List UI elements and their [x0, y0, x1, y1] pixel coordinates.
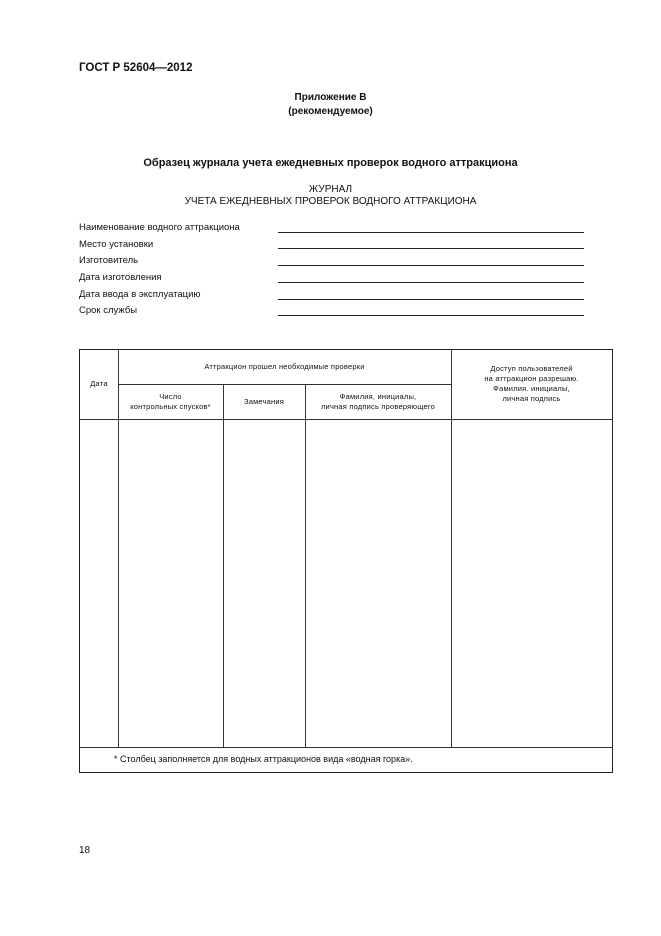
journal-title-line1: ЖУРНАЛ [308, 184, 353, 195]
col-checks-header: Аттракцион прошел необходимые проверки [204, 362, 365, 371]
divider-footnote [80, 747, 612, 748]
field-line-location [278, 248, 584, 249]
field-line-manufacture-date [278, 282, 584, 283]
field-label-name: Наименование водного аттракциона [79, 222, 240, 233]
page-number: 18 [79, 845, 91, 856]
field-label-manufacture-date: Дата изготовления [79, 272, 162, 283]
col-signature-header [305, 392, 451, 412]
col-access-header [451, 364, 612, 404]
appendix-heading [0, 91, 661, 119]
field-label-commission-date: Дата ввода в эксплуатацию [79, 289, 201, 300]
journal-title [0, 184, 661, 208]
field-line-name [278, 232, 584, 233]
col-signature-header-line2: личная подпись проверяющего [320, 402, 435, 411]
field-label-manufacturer: Изготовитель [79, 255, 139, 266]
appendix-title: Приложение В [294, 92, 367, 103]
divider-count-col [223, 384, 224, 748]
journal-title-line2: УЧЕТА ЕЖЕДНЕВНЫХ ПРОВЕРОК ВОДНОГО АТТРАКЦИОНА [184, 196, 477, 207]
col-access-header-line1: Доступ пользователей [490, 364, 573, 373]
col-access-header-line4: личная подпись [502, 394, 561, 403]
col-access-header-line3: Фамилия. инициалы, [493, 384, 570, 393]
field-line-service-life [278, 315, 584, 316]
col-count-header [118, 392, 223, 412]
col-date-header: Дата [90, 379, 108, 388]
col-count-header-line2: контрольных спусков* [130, 402, 211, 411]
divider-subheader [118, 384, 451, 385]
journal-table [79, 349, 613, 773]
appendix-note: (рекомендуемое) [288, 106, 373, 117]
field-line-manufacturer [278, 265, 584, 266]
col-signature-header-line1: Фамилия, инициалы, [339, 392, 417, 401]
col-remarks-header: Замечания [243, 397, 285, 406]
sample-title: Образец журнала учета ежедневных проверок водного аттракциона [143, 157, 518, 169]
field-line-commission-date [278, 299, 584, 300]
divider-header-bottom [80, 419, 612, 420]
field-label-service-life: Срок службы [79, 305, 138, 316]
col-access-header-line2: на аттракцион разрешаю. [484, 374, 579, 383]
col-count-header-line1: Число [159, 392, 182, 401]
table-footnote: * Столбец заполняется для водных аттракционов вида «водная горка». [114, 754, 413, 764]
divider-access-col [451, 350, 452, 748]
divider-remarks-col [305, 384, 306, 748]
field-label-location: Место установки [79, 239, 154, 250]
standard-header: ГОСТ Р 52604—2012 [79, 62, 193, 74]
